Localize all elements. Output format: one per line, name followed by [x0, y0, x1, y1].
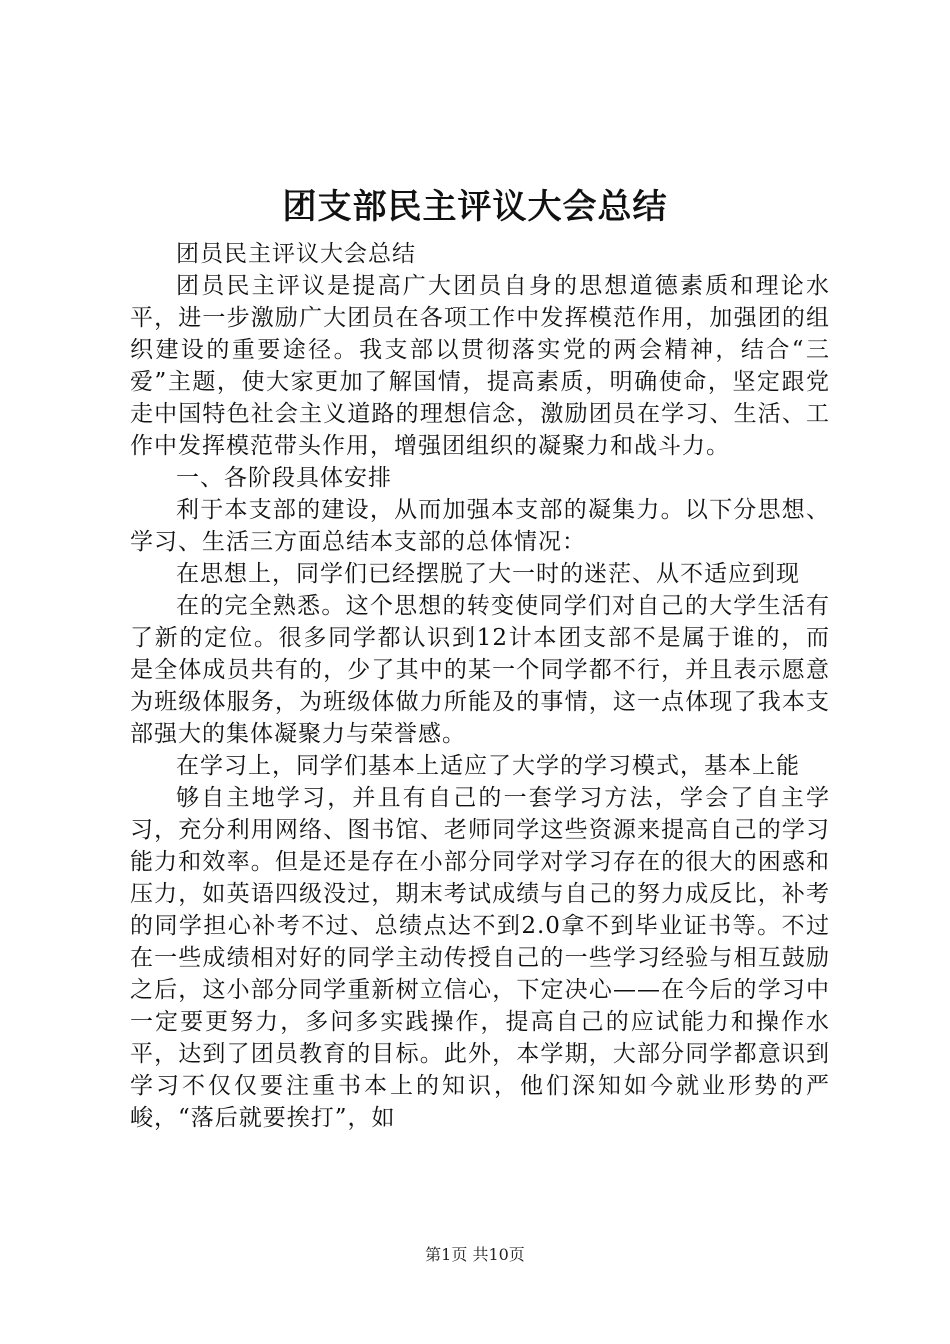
- page-footer: 第1页 共10页: [425, 1245, 525, 1264]
- paragraph-thought: 在的完全熟悉。这个思想的转变使同学们对自己的大学生活有了新的定位。很多同学都认识到12计本团支部不是属于谁的，而是全体成员共有的，少了其中的某一个同学都不行，并且表示愿意为班级体服务，为班级体做力所能及的事情，这一点体现了我本支部强大的集体凝聚力与荣誉感。: [130, 593, 830, 747]
- paragraph-study: 够自主地学习，并且有自己的一套学习方法，学会了自主学习，充分利用网络、图书馆、老师同学这些资源来提高自己的学习能力和效率。但是还是存在小部分同学对学习存在的很大的困惑和压力，如英语四级没过，期末考试成绩与自己的努力成反比，补考的同学担心补考不过、总绩点达不到2.0拿不到毕业证书等。不过在一些成绩相对好的同学主动传授自己的一些学习经验与相互鼓励之后，这小部分同学重新树立信心，下定决心——在今后的学习中一定要更努力，多问多实践操作，提高自己的应试能力和操作水平，达到了团员教育的目标。此外，本学期，大部分同学都意识到学习不仅仅要注重书本上的知识，他们深知如今就业形势的严峻，“落后就要挨打”，如: [130, 785, 830, 1131]
- document-body: [130, 238, 830, 1134]
- paragraph-intro: 团员民主评议是提高广大团员自身的思想道德素质和理论水平，进一步激励广大团员在各项工作中发挥模范作用，加强团的组织建设的重要途径。我支部以贯彻落实党的两会精神，结合“三爱”主题，使大家更加了解国情，提高素质，明确使命，坚定跟党走中国特色社会主义道路的理想信念，激励团员在学习、生活、工作中发挥模范带头作用，增强团组织的凝聚力和战斗力。: [130, 273, 830, 459]
- paragraph-study-lead: 在学习上，同学们基本上适应了大学的学习模式，基本上能: [176, 753, 800, 779]
- paragraph-heading: 团员民主评议大会总结: [176, 241, 416, 267]
- paragraph-overview: 利于本支部的建设，从而加强本支部的凝集力。以下分思想、学习、生活三方面总结本支部的总体情况：: [130, 497, 830, 555]
- section-heading: 一、各阶段具体安排: [176, 465, 392, 491]
- document-title: 团支部民主评议大会总结: [282, 187, 668, 227]
- paragraph-thought-lead: 在思想上，同学们已经摆脱了大一时的迷茫、从不适应到现: [176, 561, 800, 587]
